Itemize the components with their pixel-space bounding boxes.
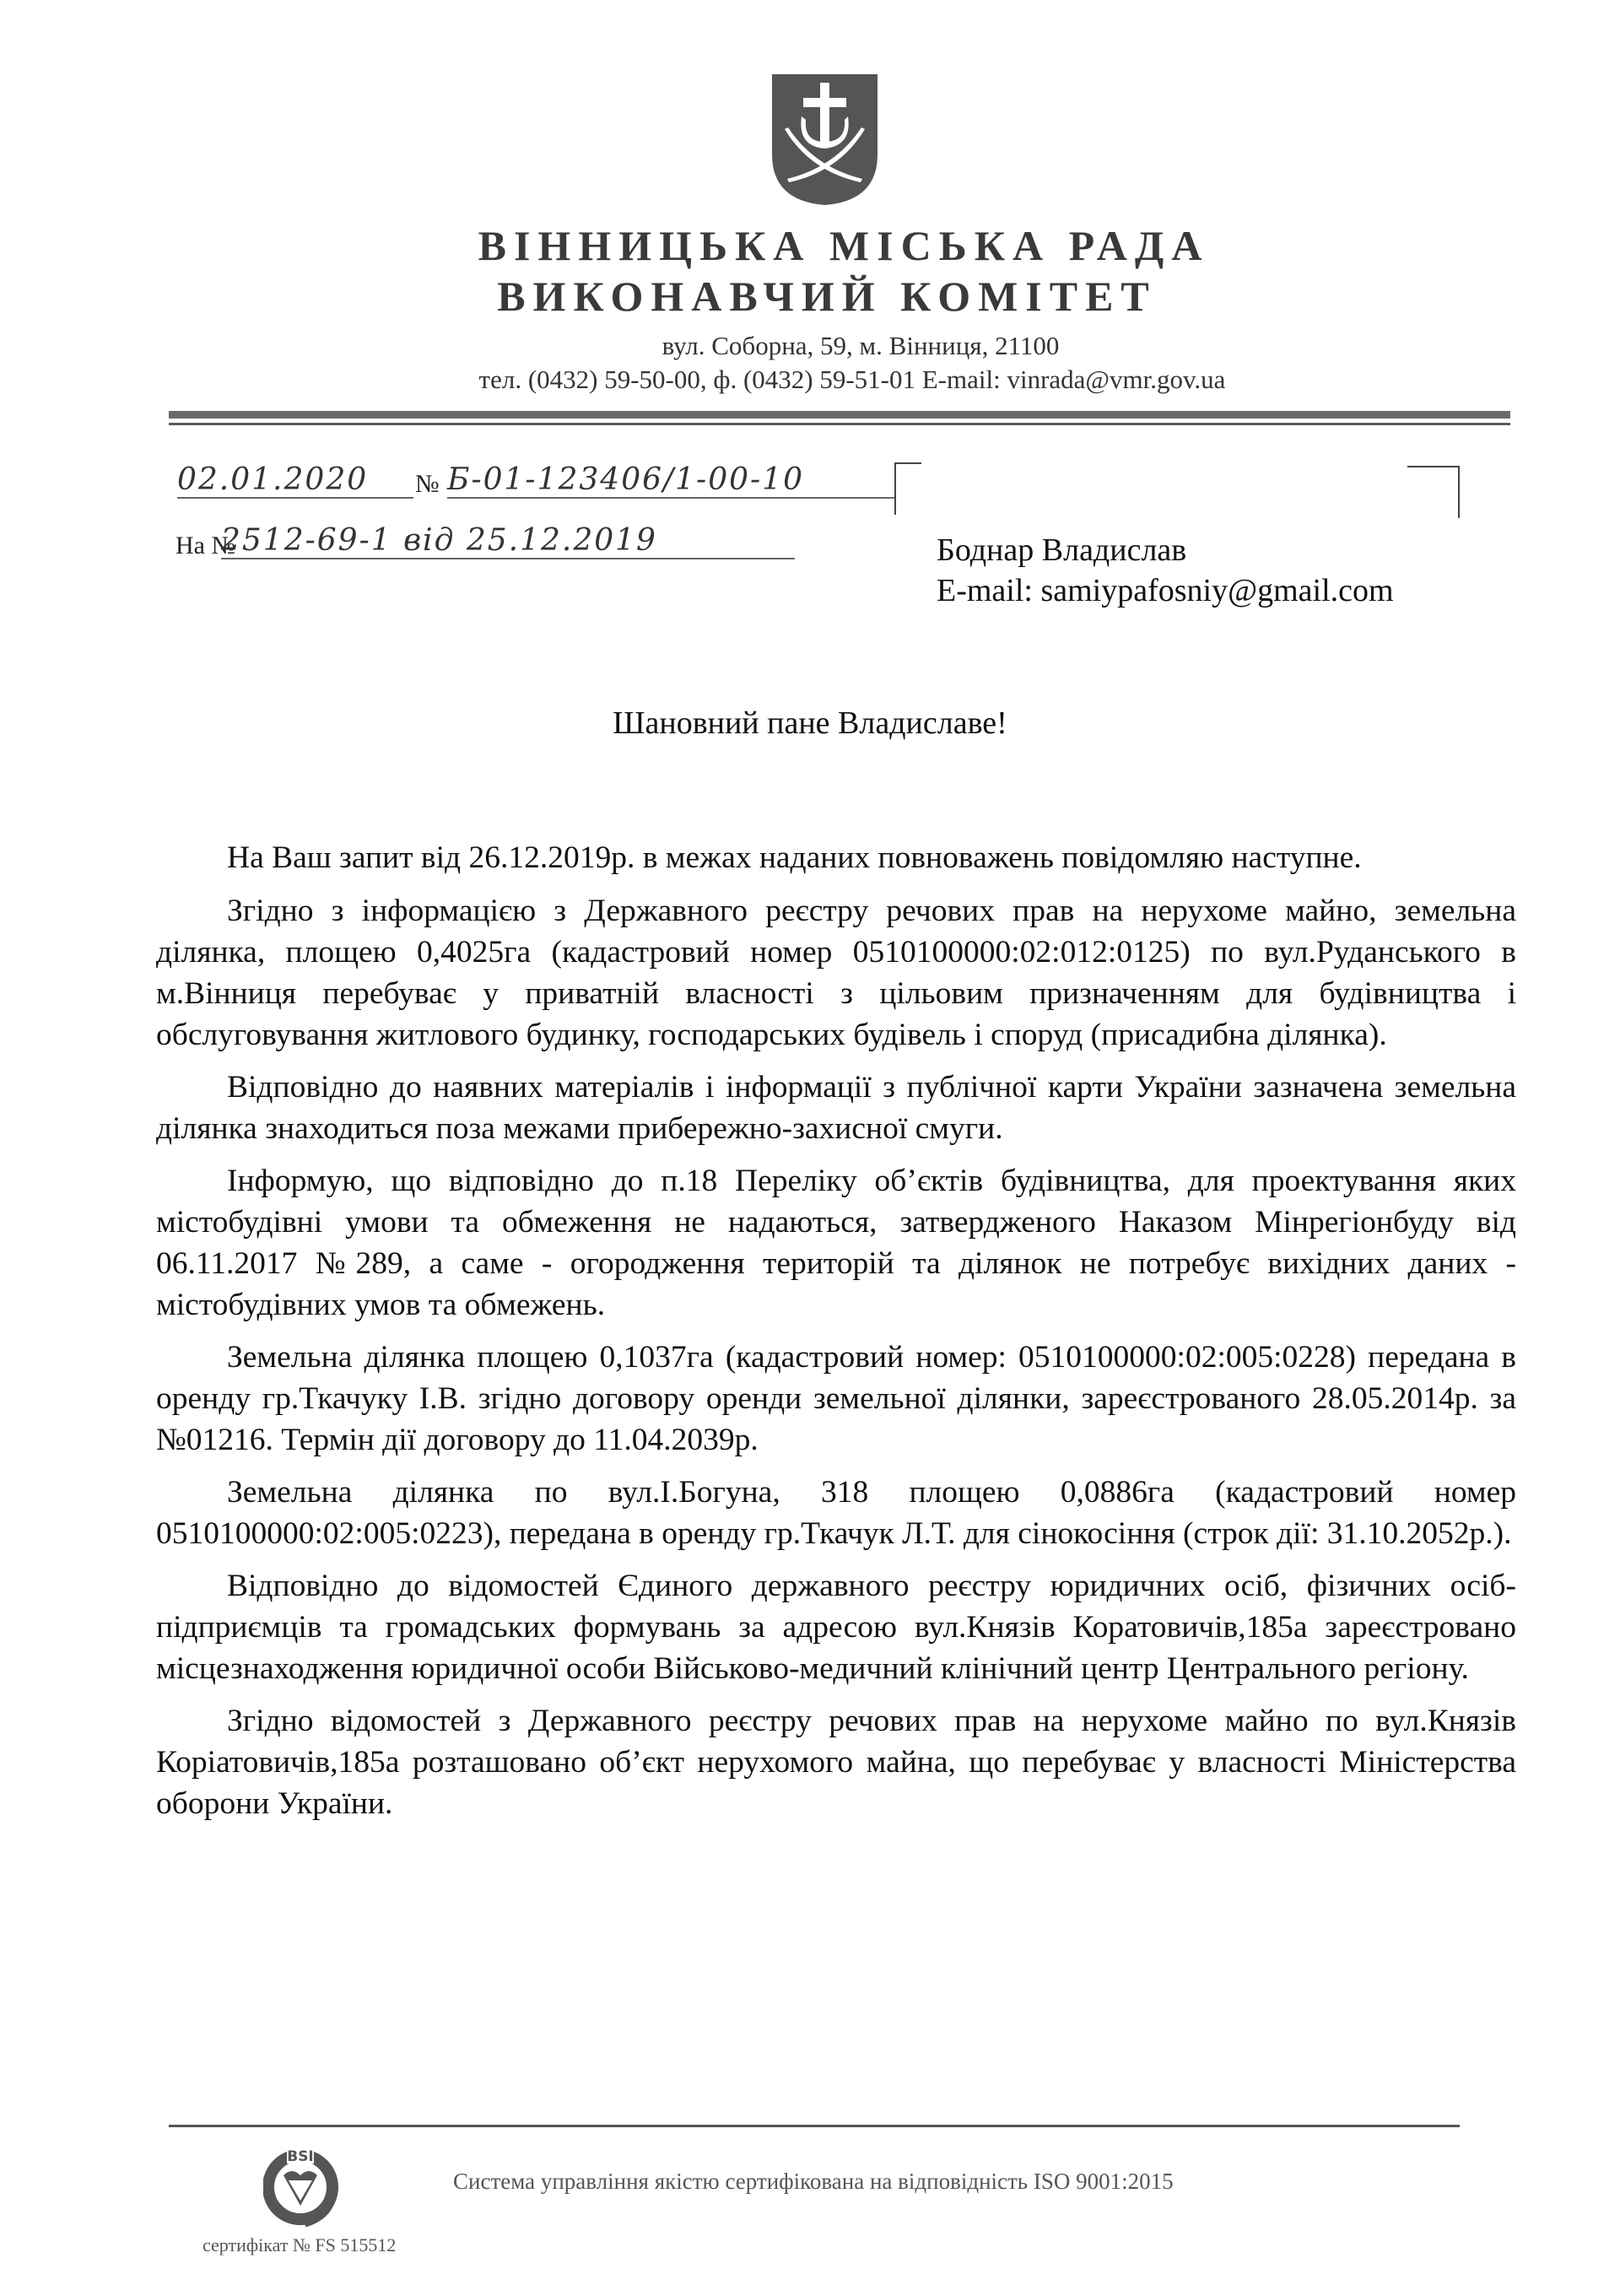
body-paragraph: Згідно відомостей з Державного реєстру речових прав на нерухоме майно по вул.Князів Коріатовичів,185а розташовано об’єкт нерухомого майна, що перебуває у власності Міністерства оборони України. [156,1704,1516,1821]
outgoing-number: Б-01-123406/1-00-10 [447,462,894,499]
recipient-email: E-mail: samiypafosniy@gmail.com [937,573,1394,608]
header-divider-thick [169,411,1510,419]
body-paragraph: Відповідно до відомостей Єдиного державного реєстру юридичних осіб, фізичних осіб-підприємців та громадських формувань за адресою вул.Князів Коратовичів,185а зареєстровано місцезнаходження юридичної особи Військово-медичний клінічний центр Центрального регіону. [156,1569,1516,1686]
recipient-name: Боднар Владислав [937,532,1187,568]
outgoing-date: 02.01.2020 [177,462,413,499]
footer-divider [169,2125,1460,2127]
svg-text:BSI: BSI [287,2148,314,2165]
certificate-number: сертифікат № FS 515512 [202,2234,397,2255]
body-paragraph: На Ваш запит від 26.12.2019р. в межах наданих повноважень повідомляю наступне. [227,840,1362,875]
body-paragraph: Земельна ділянка по вул.І.Богуна, 318 площею 0,0886га (кадастровий номер 0510100000:02:005:0223), передана в оренду гр.Ткачук Л.Т. для сінокосіння (строк дії: 31.10.2052р.). [156,1475,1516,1551]
vinnytsia-coat-of-arms-icon [772,74,878,205]
organization-name: ВІННИЦЬКА МІСЬКА РАДА [478,222,1210,269]
iso-certification-text: Система управління якістю сертифікована на відповідність ISO 9001:2015 [453,2169,1174,2194]
address-field-corner-left [894,462,921,515]
incoming-label: На № [176,532,236,559]
organization-contacts: тел. (0432) 59-50-00, ф. (0432) 59-51-01 E-mail: vinrada@vmr.gov.ua [478,365,1226,394]
greeting: Шановний пане Владиславе! [613,705,1007,741]
letter-body [156,837,1516,1835]
body-paragraph: Відповідно до наявних матеріалів і інформації з публічної карти України зазначена земельна ділянка знаходиться поза межами прибережно-захисної смуги. [156,1070,1516,1146]
body-paragraph: Інформую, що відповідно до п.18 Переліку об’єктів будівництва, для проектування яких містобудівні умови та обмеження не надаються, затвердженого Наказом Мінрегіонбуду від 06.11.2017 №289, а саме - огородження територій та ділянок не потребує вихідних даних - містобудівних умов та обмежень. [156,1164,1516,1322]
bsi-certification-logo-icon [263,2143,343,2228]
address-field-corner-right [1407,466,1460,518]
body-paragraph: Земельна ділянка площею 0,1037га (кадастровий номер: 0510100000:02:005:0228) передана в оренду гр.Ткачуку І.В. згідно договору оренди земельної ділянки, зареєстрованого 28.05.2014р. за №01216. Термін дії договору до 11.04.2039р. [156,1340,1516,1457]
header-divider-thin [169,423,1510,425]
committee-name: ВИКОНАВЧИЙ КОМІТЕТ [497,273,1157,320]
number-label: № [415,470,440,498]
body-paragraph: Згідно з інформацією з Державного реєстру речових прав на нерухоме майно, земельна ділянка, площею 0,4025га (кадастровий номер 0510100000:02:012:0125) по вул.Руданського в м.Вінниця перебуває у приватній власності з цільовим призначенням для будівництва і обслуговування житлового будинку, господарських будівель і споруд (присадибна ділянка). [156,894,1516,1052]
incoming-reference: 2512-69-1 від 25.12.2019 [221,523,795,559]
organization-address: вул. Соборна, 59, м. Вінниця, 21100 [662,331,1060,360]
